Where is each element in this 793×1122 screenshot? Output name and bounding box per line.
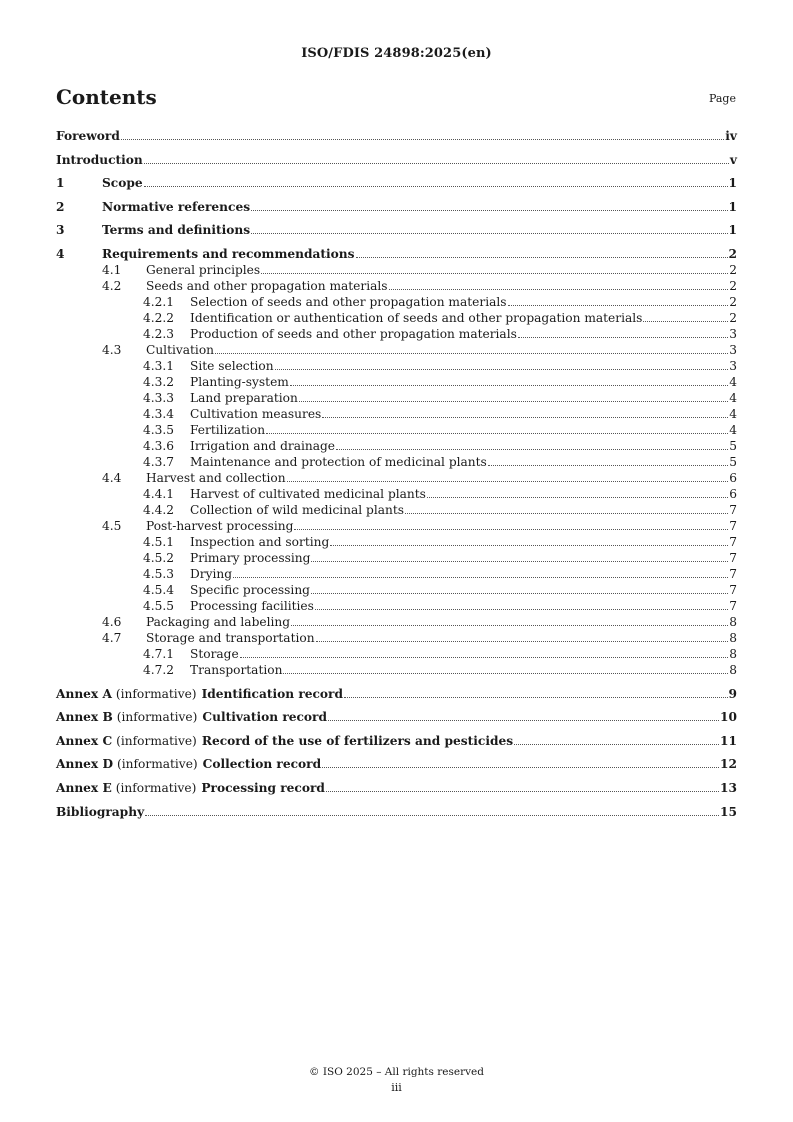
- clause-number: 4.2.2: [143, 310, 175, 325]
- toc-entry-page: 8: [729, 646, 737, 661]
- annex-tag: Annex E: [56, 780, 112, 795]
- clause-number: 4.3.1: [143, 358, 175, 373]
- toc-entry-page: 2: [729, 294, 737, 309]
- toc-entry-label: Processing record: [201, 780, 325, 795]
- dot-leader: [322, 417, 728, 418]
- annex-type: (informative): [117, 757, 198, 772]
- toc-entry-4-4[interactable]: [56, 470, 737, 486]
- toc-entry-page: 5: [729, 454, 737, 469]
- toc-entry-label: Planting-system: [190, 374, 289, 389]
- document-id-header: ISO/FDIS 24898:2025(en): [301, 46, 492, 61]
- clause-number: 4.5.5: [143, 598, 175, 613]
- toc-entry-bibliography[interactable]: [56, 804, 737, 820]
- annex-type: (informative): [116, 710, 198, 725]
- toc-entry-page: 4: [729, 422, 737, 437]
- toc-entry-page: iv: [725, 129, 737, 143]
- clause-number: 4.5.2: [143, 550, 175, 565]
- toc-entry-page: 6: [729, 470, 737, 485]
- toc-entry-label: Production of seeds and other propagation materials: [190, 326, 517, 341]
- dot-leader: [328, 720, 719, 721]
- toc-entry-4-6[interactable]: [56, 614, 737, 630]
- dot-leader: [261, 273, 728, 274]
- toc-entry-label: Foreword: [56, 129, 120, 143]
- table-of-contents: [56, 128, 737, 827]
- dot-leader: [215, 353, 728, 354]
- clause-number: 4.4: [102, 470, 122, 485]
- toc-entry-page: 2: [729, 278, 737, 293]
- toc-entry-annex-c[interactable]: [56, 733, 737, 749]
- toc-entry-page: 9: [728, 686, 737, 701]
- toc-entry-label: Cultivation record: [202, 710, 327, 725]
- dot-leader: [240, 657, 729, 658]
- clause-number: 4.3.7: [143, 454, 175, 469]
- toc-entry-label: Cultivation: [146, 342, 215, 357]
- toc-entry-label: Record of the use of fertilizers and pesticides: [201, 733, 514, 748]
- dot-leader: [344, 697, 728, 698]
- toc-entry-4-4-1[interactable]: [56, 486, 737, 502]
- toc-entry-4-3-4[interactable]: [56, 406, 737, 422]
- toc-entry-4-3-3[interactable]: [56, 390, 737, 406]
- toc-entry-label: Inspection and sorting: [190, 534, 330, 549]
- annex-type: (informative): [116, 733, 197, 748]
- toc-entry-4-3-6[interactable]: [56, 438, 737, 454]
- toc-entry-introduction[interactable]: [56, 152, 737, 168]
- toc-entry-label: Seeds and other propagation materials: [146, 278, 388, 293]
- toc-entry-4-5-4[interactable]: [56, 582, 737, 598]
- dot-leader: [144, 163, 729, 164]
- clause-number: 4.6: [102, 614, 122, 629]
- toc-entry-foreword[interactable]: [56, 128, 737, 144]
- dot-leader: [290, 385, 728, 386]
- annex-type: (informative): [115, 780, 197, 795]
- toc-entry-4-5-3[interactable]: [56, 566, 737, 582]
- clause-number: 4.7.2: [143, 662, 175, 677]
- dot-leader: [291, 625, 728, 626]
- dot-leader: [144, 186, 728, 187]
- dot-leader: [287, 481, 729, 482]
- page-footer: [0, 1066, 793, 1094]
- dot-leader: [299, 401, 728, 402]
- toc-entry-label: Collection of wild medicinal plants: [190, 502, 405, 517]
- toc-entry-4-5[interactable]: [56, 518, 737, 534]
- clause-number: 4.3.5: [143, 422, 175, 437]
- clause-number: 4.5.3: [143, 566, 175, 581]
- toc-entry-page: v: [729, 152, 737, 167]
- toc-entry-page: 2: [729, 262, 737, 277]
- dot-leader: [311, 593, 728, 594]
- toc-entry-label: Maintenance and protection of medicinal plants: [190, 454, 487, 469]
- toc-entry-label: Normative references: [102, 199, 251, 214]
- toc-entry-label: Scope: [102, 176, 143, 191]
- dot-leader: [427, 497, 728, 498]
- toc-entry-page: 3: [729, 342, 737, 357]
- toc-entry-page: 13: [720, 780, 737, 795]
- dot-leader: [330, 545, 728, 546]
- toc-entry-4-5-1[interactable]: [56, 534, 737, 550]
- annex-tag: Annex A: [56, 686, 112, 701]
- toc-entry-label: Harvest and collection: [146, 470, 286, 485]
- toc-entry-page: 6: [729, 486, 737, 501]
- toc-entry-4-3-1[interactable]: [56, 358, 737, 374]
- clause-number: 4.7: [102, 630, 122, 645]
- toc-entry-label: Cultivation measures: [190, 406, 322, 421]
- toc-entry-label: Selection of seeds and other propagation materials: [190, 294, 507, 309]
- toc-entry-label: Terms and definitions: [102, 223, 251, 238]
- clause-number: 4.3.3: [143, 390, 175, 405]
- clause-number: 4.3.4: [143, 406, 175, 421]
- clause-number: 3: [56, 223, 65, 238]
- dot-leader: [266, 433, 728, 434]
- toc-entry-4-2[interactable]: [56, 278, 737, 294]
- dot-leader: [145, 815, 719, 816]
- clause-number: 4: [56, 246, 65, 261]
- toc-entry-label: Collection record: [202, 757, 322, 772]
- toc-entry-page: 4: [729, 374, 737, 389]
- toc-entry-page: 1: [728, 176, 737, 191]
- toc-entry-page: 15: [720, 804, 737, 819]
- dot-leader: [311, 561, 728, 562]
- toc-entry-page: 3: [729, 358, 737, 373]
- page-title: Contents: [56, 85, 157, 109]
- clause-number: 4.3.2: [143, 374, 175, 389]
- dot-leader: [389, 289, 729, 290]
- toc-entry-page: 7: [729, 598, 737, 613]
- toc-entry-label: Fertilization: [190, 422, 266, 437]
- toc-entry-page: 3: [729, 326, 737, 341]
- annex-tag: Annex B: [56, 710, 113, 725]
- toc-entry-page: 4: [729, 406, 737, 421]
- dot-leader: [488, 465, 728, 466]
- toc-entry-clause-2[interactable]: [56, 199, 737, 215]
- toc-entry-page: 7: [729, 518, 737, 533]
- toc-entry-label: Primary processing: [190, 550, 311, 565]
- toc-entry-page: 2: [729, 310, 737, 325]
- toc-entry-annex-b[interactable]: [56, 709, 737, 725]
- clause-number: 2: [56, 199, 65, 214]
- toc-entry-clause-3[interactable]: [56, 222, 737, 238]
- toc-entry-4-3-2[interactable]: [56, 374, 737, 390]
- toc-entry-page: 7: [729, 582, 737, 597]
- toc-entry-label: Irrigation and drainage: [190, 438, 336, 453]
- toc-entry-label: Bibliography: [56, 804, 145, 819]
- toc-entry-label: Drying: [190, 566, 233, 581]
- toc-entry-page: 8: [729, 614, 737, 629]
- dot-leader: [275, 369, 729, 370]
- dot-leader: [326, 791, 719, 792]
- page-column-label: Page: [708, 92, 736, 105]
- toc-entry-page: 1: [728, 223, 737, 238]
- toc-entry-4-3-5[interactable]: [56, 422, 737, 438]
- toc-entry-4-3[interactable]: [56, 342, 737, 358]
- toc-entry-page: 7: [729, 550, 737, 565]
- toc-entry-label: Identification or authentication of seeds and other propagation materials: [190, 310, 643, 325]
- toc-entry-4-7[interactable]: [56, 630, 737, 646]
- dot-leader: [121, 139, 724, 140]
- toc-entry-4-5-5[interactable]: [56, 598, 737, 614]
- toc-entry-label: Transportation: [190, 662, 283, 677]
- dot-leader: [643, 321, 728, 322]
- clause-number: 4.1: [102, 262, 122, 277]
- toc-entry-4-1[interactable]: [56, 262, 737, 278]
- toc-entry-page: 7: [729, 502, 737, 517]
- clause-number: 4.3: [102, 342, 122, 357]
- toc-entry-label: Land preparation: [190, 390, 298, 405]
- toc-entry-label: Storage and transportation: [146, 630, 315, 645]
- dot-leader: [294, 529, 728, 530]
- clause-number: 4.5: [102, 518, 122, 533]
- copyright-notice: © ISO 2025 – All rights reserved: [309, 1066, 484, 1078]
- toc-entry-page: 1: [728, 199, 737, 214]
- toc-entry-4-7-1[interactable]: [56, 646, 737, 662]
- dot-leader: [251, 233, 727, 234]
- annex-tag: Annex D: [56, 757, 114, 772]
- dot-leader: [251, 210, 727, 211]
- dot-leader: [322, 767, 719, 768]
- toc-entry-label: Storage: [190, 646, 239, 661]
- toc-entry-4-5-2[interactable]: [56, 550, 737, 566]
- toc-entry-annex-a[interactable]: [56, 686, 737, 702]
- toc-entry-label: Post-harvest processing: [146, 518, 294, 533]
- annex-type: (informative): [115, 686, 197, 701]
- toc-entry-page: 4: [729, 390, 737, 405]
- toc-entry-4-2-2[interactable]: [56, 310, 737, 326]
- toc-entry-4-3-7[interactable]: [56, 454, 737, 470]
- toc-entry-label: Packaging and labeling: [146, 614, 291, 629]
- clause-number: 4.7.1: [143, 646, 175, 661]
- toc-entry-annex-d[interactable]: [56, 756, 737, 772]
- toc-entry-4-7-2[interactable]: [56, 662, 737, 678]
- toc-entry-label: Requirements and recommendations: [102, 246, 355, 261]
- toc-entry-label: Specific processing: [190, 582, 310, 597]
- dot-leader: [316, 641, 729, 642]
- toc-entry-annex-e[interactable]: [56, 780, 737, 796]
- dot-leader: [508, 305, 729, 306]
- toc-entry-page: 8: [729, 630, 737, 645]
- toc-entry-label: Site selection: [190, 358, 274, 373]
- clause-number: 1: [56, 176, 65, 191]
- page-number: iii: [391, 1081, 402, 1094]
- toc-entry-page: 7: [729, 534, 737, 549]
- toc-entry-page: 8: [729, 662, 737, 677]
- dot-leader: [518, 337, 728, 338]
- toc-entry-label: Identification record: [201, 686, 343, 701]
- dot-leader: [336, 449, 728, 450]
- clause-number: 4.5.1: [143, 534, 175, 549]
- toc-entry-4-2-1[interactable]: [56, 294, 737, 310]
- toc-entry-4-2-3[interactable]: [56, 326, 737, 342]
- dot-leader: [315, 609, 728, 610]
- dot-leader: [405, 513, 728, 514]
- clause-number: 4.2: [102, 278, 122, 293]
- dot-leader: [514, 744, 719, 745]
- clause-number: 4.2.1: [143, 294, 175, 309]
- dot-leader: [233, 577, 728, 578]
- toc-entry-clause-4[interactable]: [56, 246, 737, 262]
- clause-number: 4.2.3: [143, 326, 175, 341]
- clause-number: 4.5.4: [143, 582, 175, 597]
- toc-entry-page: 5: [729, 438, 737, 453]
- toc-entry-label: Harvest of cultivated medicinal plants: [190, 486, 426, 501]
- toc-entry-label: Processing facilities: [190, 598, 314, 613]
- dot-leader: [356, 257, 728, 258]
- toc-entry-page: 11: [720, 733, 737, 748]
- toc-entry-label: General principles: [146, 262, 261, 277]
- toc-entry-page: 2: [728, 246, 737, 261]
- toc-entry-page: 12: [720, 757, 737, 772]
- toc-entry-page: 7: [729, 566, 737, 581]
- annex-tag: Annex C: [56, 733, 113, 748]
- toc-entry-4-4-2[interactable]: [56, 502, 737, 518]
- toc-entry-label: Introduction: [56, 152, 143, 167]
- toc-entry-clause-1[interactable]: [56, 175, 737, 191]
- clause-number: 4.4.2: [143, 502, 175, 517]
- clause-number: 4.3.6: [143, 438, 175, 453]
- toc-entry-page: 10: [720, 710, 737, 725]
- clause-number: 4.4.1: [143, 486, 175, 501]
- dot-leader: [283, 673, 728, 674]
